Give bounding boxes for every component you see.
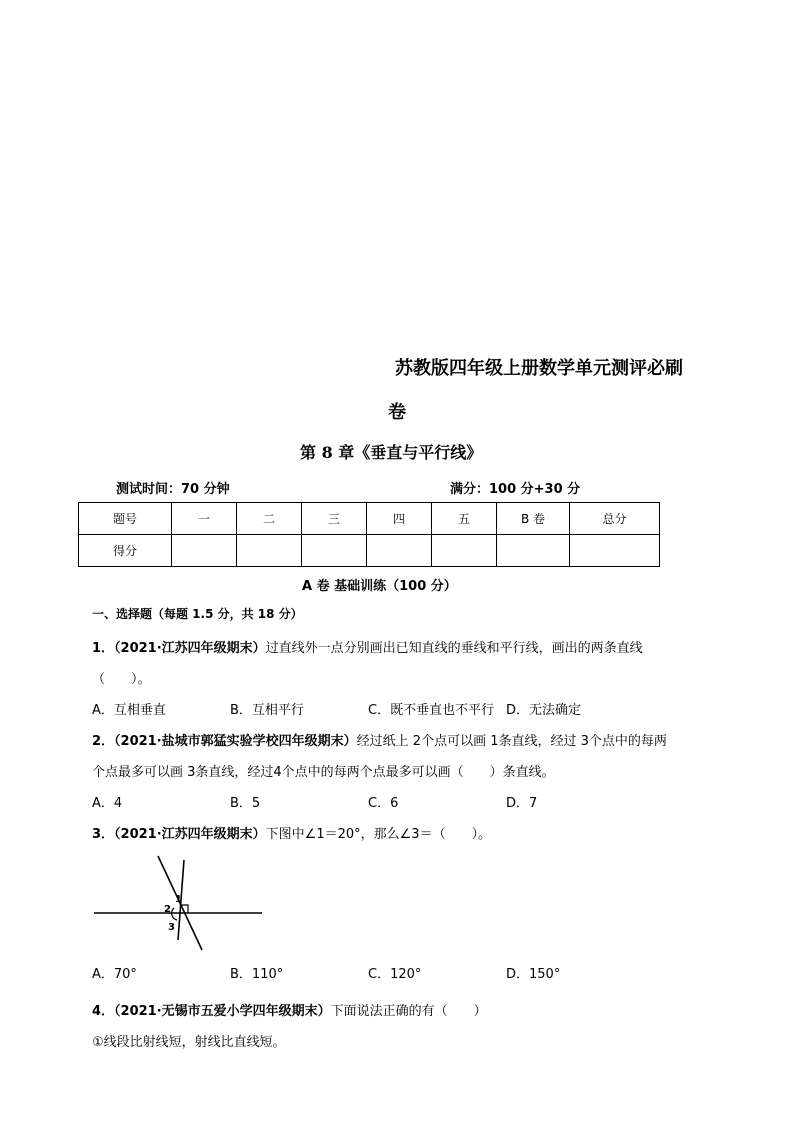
score-cell[interactable] xyxy=(237,535,302,567)
score-table-header-row xyxy=(79,503,660,535)
doc-title-line1: 苏教版四年级上册数学单元测评必刷 xyxy=(395,358,683,379)
question-1-line2: （ ）。 xyxy=(92,672,151,687)
chapter-title: 第 8 章《垂直与平行线》 xyxy=(300,443,483,462)
score-row-label: 得分 xyxy=(79,535,172,567)
test-time: 测试时间：70 分钟 xyxy=(116,482,230,497)
q2-option-d: D．7 xyxy=(506,796,538,811)
question-number: 2． xyxy=(92,734,115,749)
question-text: 下面说法正确的有（ ） xyxy=(330,1004,487,1019)
q3-option-d: D．150° xyxy=(506,967,561,982)
question-2-line2: 个点最多可以画 3条直线，经过4个点中的每两个点最多可以画（ ）条直线。 xyxy=(92,765,555,780)
question-number: 3． xyxy=(92,827,115,842)
score-cell[interactable] xyxy=(497,535,570,567)
question-2 xyxy=(92,730,667,749)
question-text: 经过纸上 2个点可以画 1条直线，经过 3个点中的每两 xyxy=(356,734,667,749)
q2-option-b: B．5 xyxy=(230,796,261,811)
part-title: 一、选择题（每题 1.5 分，共 18 分） xyxy=(92,607,303,621)
angle-figure xyxy=(90,852,270,952)
score-cell[interactable] xyxy=(570,535,660,567)
question-number: 4． xyxy=(92,1004,115,1019)
score-cell[interactable] xyxy=(302,535,367,567)
doc-title-line2: 卷 xyxy=(388,402,406,423)
question-number: 1． xyxy=(92,641,115,656)
q1-option-c: C．既不垂直也不平行 xyxy=(368,703,495,718)
angle-label-2: 2 xyxy=(164,904,171,915)
score-header-cell: 一 xyxy=(172,503,237,535)
question-source: （2021·江苏四年级期末） xyxy=(114,827,266,842)
q1-option-a: A．互相垂直 xyxy=(92,703,166,718)
score-cell[interactable] xyxy=(432,535,497,567)
score-header-cell: 三 xyxy=(302,503,367,535)
score-header-cell: 五 xyxy=(432,503,497,535)
score-header-cell: 总分 xyxy=(570,503,660,535)
question-1 xyxy=(92,637,643,656)
question-3 xyxy=(92,823,491,842)
score-cell[interactable] xyxy=(367,535,432,567)
q3-option-a: A．70° xyxy=(92,967,137,982)
full-score: 满分：100 分+30 分 xyxy=(450,482,581,497)
question-4-statement-1: ①线段比射线短，射线比直线短。 xyxy=(92,1035,286,1050)
question-source: （2021·江苏四年级期末） xyxy=(114,641,266,656)
question-source: （2021·盐城市郭猛实验学校四年级期末） xyxy=(114,734,357,749)
score-header-cell: B 卷 xyxy=(497,503,570,535)
q1-option-b: B．互相平行 xyxy=(230,703,304,718)
question-text: 过直线外一点分别画出已知直线的垂线和平行线，画出的两条直线 xyxy=(265,641,643,656)
question-4 xyxy=(92,1000,487,1019)
section-title: A 卷 基础训练（100 分） xyxy=(302,579,457,594)
question-source: （2021·无锡市五爱小学四年级期末） xyxy=(114,1004,331,1019)
q2-option-a: A．4 xyxy=(92,796,123,811)
q1-option-d: D．无法确定 xyxy=(506,703,582,718)
angle-label-1: 1 xyxy=(175,894,182,905)
score-table-score-row xyxy=(79,535,660,567)
q2-option-c: C．6 xyxy=(368,796,399,811)
score-header-cell: 题号 xyxy=(79,503,172,535)
score-header-cell: 二 xyxy=(237,503,302,535)
q3-option-c: C．120° xyxy=(368,967,422,982)
question-text: 下图中∠1＝20°，那么∠3＝（ ）。 xyxy=(265,827,492,842)
angle-2-arc xyxy=(172,908,177,920)
angle-label-3: 3 xyxy=(168,922,175,933)
score-cell[interactable] xyxy=(172,535,237,567)
score-table xyxy=(78,502,660,567)
q3-option-b: B．110° xyxy=(230,967,284,982)
score-header-cell: 四 xyxy=(367,503,432,535)
